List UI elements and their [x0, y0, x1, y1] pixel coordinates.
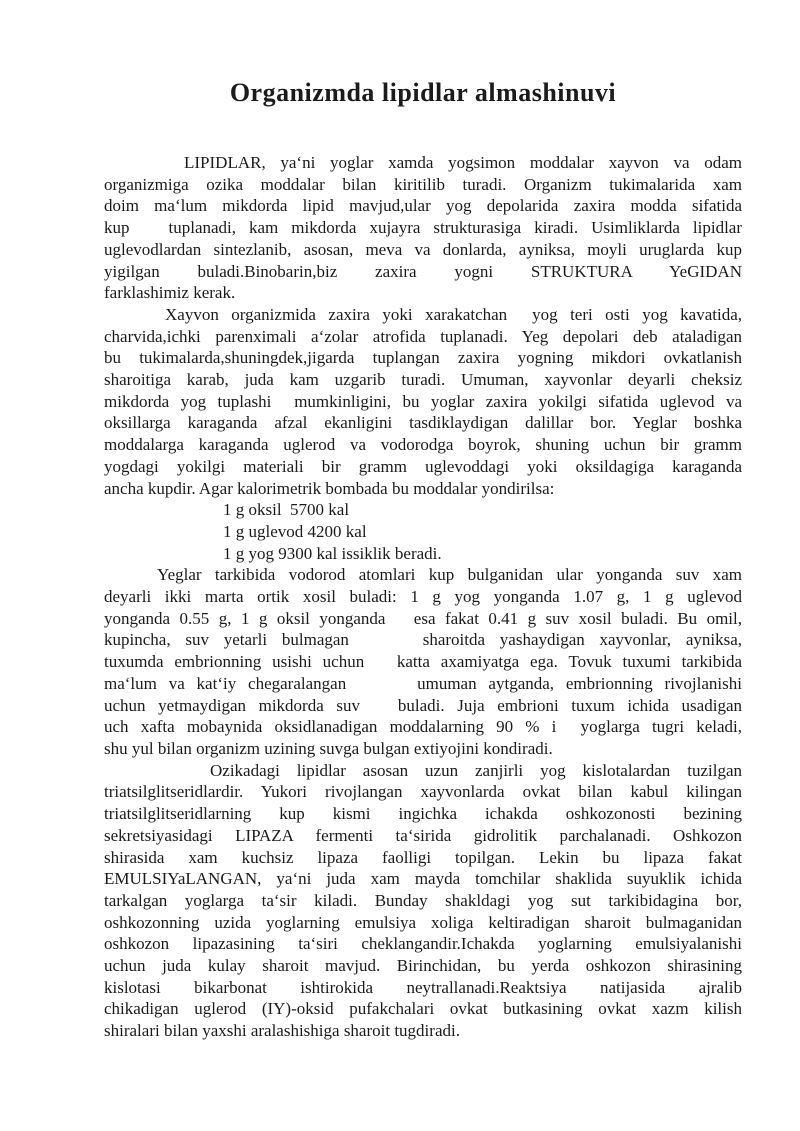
text-line: shirasida xam kuchsiz lipaza faolligi topilgan. Lekin bu lipaza fakat: [104, 847, 742, 867]
text-line: sekretsiyasidagi LIPAZA fermenti ta‘sirida gidrolitik parchalanadi. Oshkozon: [104, 825, 742, 845]
text-line: charvida,ichki parenximali a‘zolar atrofida tuplanadi. Yeg depolari deb ataladigan: [104, 326, 742, 346]
text-line: 1 g uglevod 4200 kal: [223, 521, 367, 541]
paragraph-intro-lipidlar: [104, 152, 742, 304]
text-line: farklashimiz kerak.: [104, 283, 236, 303]
paragraph-zaxira-yog: [104, 304, 742, 499]
text-line: uchun juda kulay sharoit mavjud. Birinchidan, bu yerda oshkozon shirasining: [104, 956, 742, 976]
text-line: 1 g oksil 5700 kal: [223, 500, 350, 520]
document-title: Organizmda lipidlar almashinuvi: [229, 78, 617, 107]
text-line: shiralari bilan yaxshi aralashishiga sharoit tugdiradi.: [104, 1021, 460, 1041]
text-line: uglevodlardan sintezlanib, asosan, meva va donlarda, ayniksa, moyli uruglarda kup: [104, 239, 742, 259]
text-line: bu tukimalarda,shuningdek,jigarda tuplangan zaxira yogning mikdori ovkatlanish: [104, 348, 742, 368]
text-line: yonganda 0.55 g, 1 g oksil yonganda esa fakat 0.41 g suv xosil buladi. Bu omil,: [104, 608, 742, 628]
text-line: triatsilglitseridlardir. Yukori rivojlangan xayvonlarda ovkat bilan kabul kilingan: [104, 782, 742, 802]
text-line: sharoitiga karab, juda kam uzgarib turadi. Umuman, xayvonlar deyarli cheksiz: [104, 370, 742, 390]
text-line: ma‘lum va kat‘iy chegaralangan umuman aytganda, embrionning rivojlanishi: [104, 673, 742, 693]
paragraph-vodorod-suv: [104, 564, 742, 759]
text-line: chikadigan uglerod (IY)-oksid pufakchalari ovkat butkasining ovkat xazm kilish: [104, 999, 742, 1019]
text-line: oksillarga karaganda afzal ekanligini tasdiklaydigan dalillar bor. Yeglar boshka: [104, 413, 742, 433]
text-line: yigilgan buladi.Binobarin,biz zaxira yogni STRUKTURA YeGIDAN: [104, 261, 742, 281]
text-line: moddalarga karaganda uglerod va vodorodga boyrok, shuning uchun bir gramm: [104, 435, 742, 455]
document-body: [104, 152, 742, 1042]
text-line: uchun yetmaydigan mikdorda suv buladi. Juja embrioni tuxum ichida usadigan: [104, 695, 742, 715]
text-line: EMULSIYaLANGAN, ya‘ni juda xam mayda tomchilar shaklida suyuklik ichida: [104, 869, 742, 889]
text-line: triatsilglitseridlarning kup kismi ingichka ichakda oshkozonosti bezining: [104, 804, 742, 824]
calorie-value-list: [104, 499, 742, 564]
text-line: oshkozonning uzida yoglarning emulsiya xoliga keltiradigan sharoit bulmaganidan: [104, 912, 742, 932]
text-line: shu yul bilan organizm uzining suvga bulgan extiyojini kondiradi.: [104, 738, 553, 758]
text-line: tuxumda embrionning usishi uchun katta axamiyatga ega. Tovuk tuxumi tarkibida: [104, 652, 742, 672]
text-line: 1 g yog 9300 kal issiklik beradi.: [223, 543, 442, 563]
text-line: Ozikadagi lipidlar asosan uzun zanjirli yog kislotalardan tuzilgan: [210, 760, 742, 780]
text-line: doim ma‘lum mikdorda lipid mavjud,ular yog depolarida zaxira modda sifatida: [104, 196, 742, 216]
text-line: Yeglar tarkibida vodorod atomlari kup bulganidan ular yonganda suv xam: [157, 565, 742, 585]
text-line: tarkalgan yoglarga ta‘sir kiladi. Bunday shakldagi yog sut tarkibidagina bor,: [104, 890, 742, 910]
text-line: kupincha, suv yetarli bulmagan sharoitda yashaydigan xayvonlar, ayniksa,: [104, 630, 742, 650]
text-line: deyarli ikki marta ortik xosil buladi: 1 g yog yonganda 1.07 g, 1 g uglevod: [104, 587, 742, 607]
text-line: yogdagi yokilgi materiali bir gramm uglevoddagi yoki oksildagiga karaganda: [104, 456, 742, 476]
text-line: organizmiga ozika moddalar bilan kiritilib turadi. Organizm tukimalarida xam: [104, 174, 742, 194]
text-line: oshkozon lipazasining ta‘siri cheklangandir.Ichakda yoglarning emulsiyalanishi: [104, 934, 742, 954]
text-line: ancha kupdir. Agar kalorimetrik bombada bu moddalar yondirilsa:: [104, 478, 555, 498]
paragraph-lipaza-emulsiya: [104, 760, 742, 1042]
text-line: kislotasi bikarbonat ishtirokida neytrallanadi.Reaktsiya natijasida ajralib: [104, 977, 742, 997]
text-line: kup tuplanadi, kam mikdorda xujayra strukturasiga kiradi. Usimliklarda lipidlar: [104, 218, 742, 238]
text-line: Xayvon organizmida zaxira yoki xarakatchan yog teri osti yog kavatida,: [165, 304, 742, 324]
text-line: uch xafta mobaynida oksidlanadigan moddalarning 90 % i yoglarga tugri keladi,: [104, 717, 742, 737]
text-line: mikdorda yog tuplashi mumkinligini, bu yoglar zaxira yokilgi sifatida uglevod va: [104, 391, 742, 411]
text-line: LIPIDLAR, ya‘ni yoglar xamda yogsimon moddalar xayvon va odam: [184, 153, 742, 172]
